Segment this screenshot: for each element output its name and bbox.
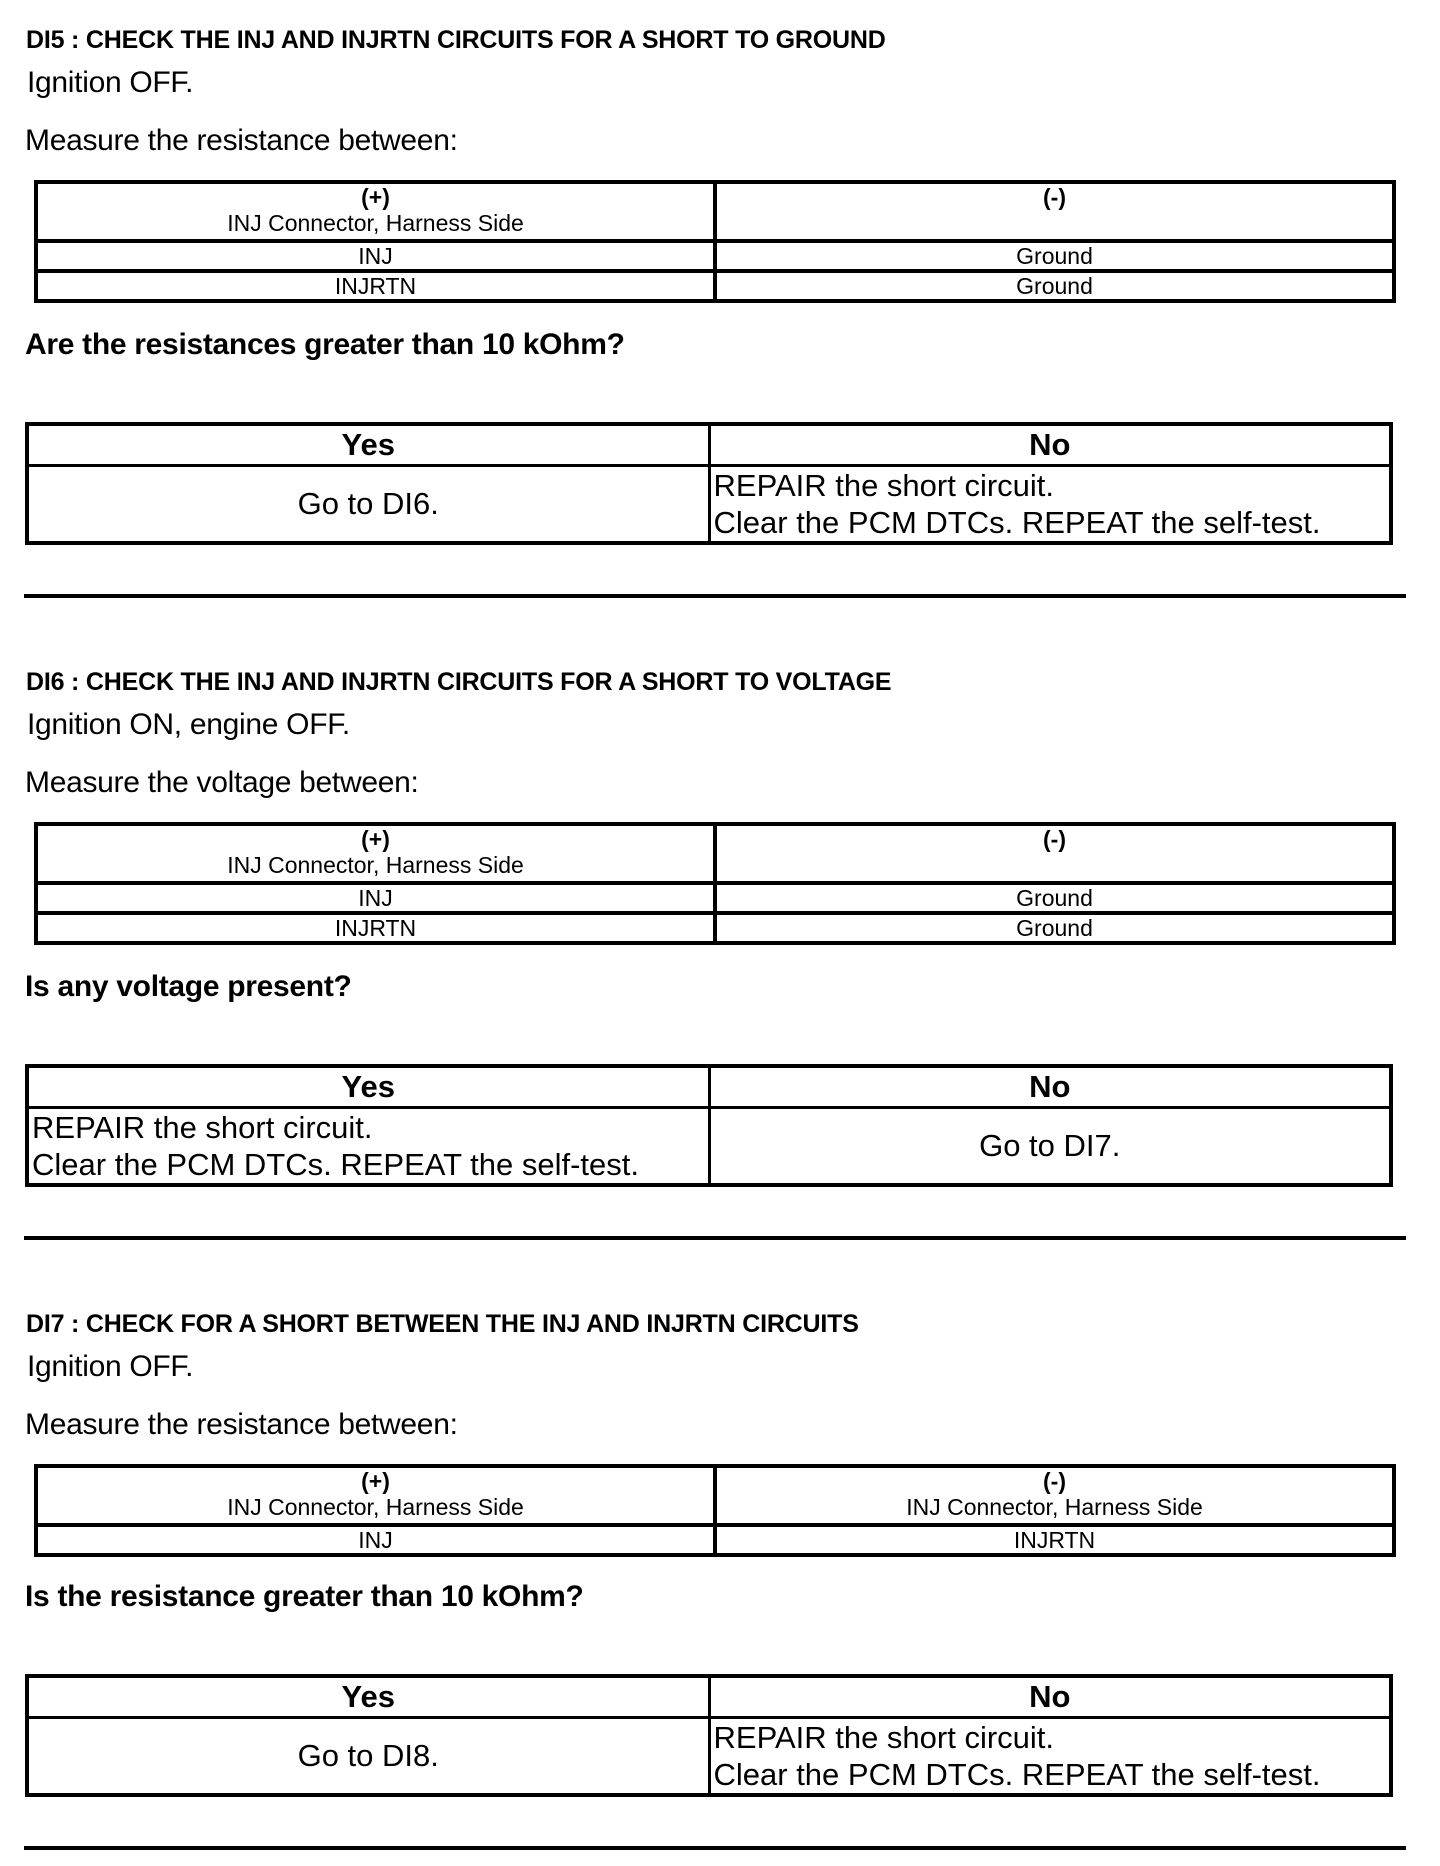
header-plus-cell	[36, 1466, 715, 1525]
header-plus-sub: INJ Connector, Harness Side	[227, 852, 524, 878]
header-minus-cell	[715, 824, 1394, 883]
yes-result-line: Clear the PCM DTCs. REPEAT the self-test.	[32, 1147, 639, 1182]
table-row	[36, 271, 1394, 301]
result-table-di6	[25, 1064, 1393, 1187]
cell-plus: INJ	[36, 1525, 715, 1555]
condition-text-di7: Ignition OFF.	[27, 1350, 194, 1383]
table-row	[36, 241, 1394, 271]
cell-minus: Ground	[715, 883, 1394, 913]
no-result	[709, 1108, 1391, 1186]
yes-header: Yes	[27, 424, 709, 466]
cell-minus: Ground	[715, 241, 1394, 271]
header-minus: (-)	[1043, 184, 1066, 210]
table-row	[36, 883, 1394, 913]
section-divider	[24, 1236, 1406, 1240]
yes-header: Yes	[27, 1676, 709, 1718]
no-result-line: REPAIR the short circuit.	[713, 1720, 1055, 1755]
question-di5: Are the resistances greater than 10 kOhm?	[25, 328, 625, 361]
header-minus: (-)	[1043, 826, 1066, 852]
yes-header: Yes	[27, 1066, 709, 1108]
table-row	[36, 913, 1394, 943]
yes-result	[27, 1718, 709, 1796]
header-minus: (-)	[1043, 1468, 1066, 1494]
instruction-text-di5: Measure the resistance between:	[25, 124, 458, 157]
section-divider	[24, 594, 1406, 598]
section-heading-di7: DI7 : CHECK FOR A SHORT BETWEEN THE INJ AND INJRTN CIRCUITS	[26, 1310, 859, 1338]
header-plus-sub: INJ Connector, Harness Side	[227, 210, 524, 236]
header-plus: (+)	[361, 1468, 390, 1494]
condition-text-di5: Ignition OFF.	[27, 66, 194, 99]
question-di7: Is the resistance greater than 10 kOhm?	[25, 1580, 584, 1613]
no-result	[709, 1718, 1391, 1796]
cell-minus: Ground	[715, 271, 1394, 301]
instruction-text-di7: Measure the resistance between:	[25, 1408, 458, 1441]
header-minus-cell	[715, 182, 1394, 241]
no-header: No	[709, 1066, 1391, 1108]
header-plus-sub: INJ Connector, Harness Side	[227, 1494, 524, 1520]
section-heading-di5: DI5 : CHECK THE INJ AND INJRTN CIRCUITS FOR A SHORT TO GROUND	[26, 26, 886, 54]
header-plus: (+)	[361, 184, 390, 210]
cell-plus: INJ	[36, 883, 715, 913]
header-plus-cell	[36, 182, 715, 241]
yes-result	[27, 1108, 709, 1186]
header-minus-cell	[715, 1466, 1394, 1525]
measurement-table-di7	[34, 1464, 1396, 1557]
cell-minus: INJRTN	[715, 1525, 1394, 1555]
measurement-table-di6	[34, 822, 1396, 945]
no-result	[709, 466, 1391, 544]
no-result-line: REPAIR the short circuit.	[713, 468, 1055, 503]
result-table-di5	[25, 422, 1393, 545]
cell-plus: INJRTN	[36, 271, 715, 301]
yes-result	[27, 466, 709, 544]
question-di6: Is any voltage present?	[25, 970, 352, 1003]
cell-minus: Ground	[715, 913, 1394, 943]
header-plus-cell	[36, 824, 715, 883]
header-plus: (+)	[361, 826, 390, 852]
no-header: No	[709, 424, 1391, 466]
header-minus-sub: INJ Connector, Harness Side	[906, 1494, 1203, 1520]
instruction-text-di6: Measure the voltage between:	[25, 766, 419, 799]
yes-result-line: Go to DI6.	[297, 486, 439, 521]
cell-plus: INJ	[36, 241, 715, 271]
result-table-di7	[25, 1674, 1393, 1797]
cell-plus: INJRTN	[36, 913, 715, 943]
condition-text-di6: Ignition ON, engine OFF.	[27, 708, 350, 741]
section-divider	[24, 1846, 1406, 1850]
no-header: No	[709, 1676, 1391, 1718]
yes-result-line: REPAIR the short circuit.	[32, 1110, 373, 1145]
section-heading-di6: DI6 : CHECK THE INJ AND INJRTN CIRCUITS FOR A SHORT TO VOLTAGE	[26, 668, 892, 696]
yes-result-line: Go to DI8.	[297, 1738, 439, 1773]
measurement-table-di5	[34, 180, 1396, 303]
table-row	[36, 1525, 1394, 1555]
no-result-line: Clear the PCM DTCs. REPEAT the self-test.	[713, 505, 1321, 540]
no-result-line: Go to DI7.	[979, 1128, 1121, 1163]
no-result-line: Clear the PCM DTCs. REPEAT the self-test.	[713, 1757, 1321, 1792]
